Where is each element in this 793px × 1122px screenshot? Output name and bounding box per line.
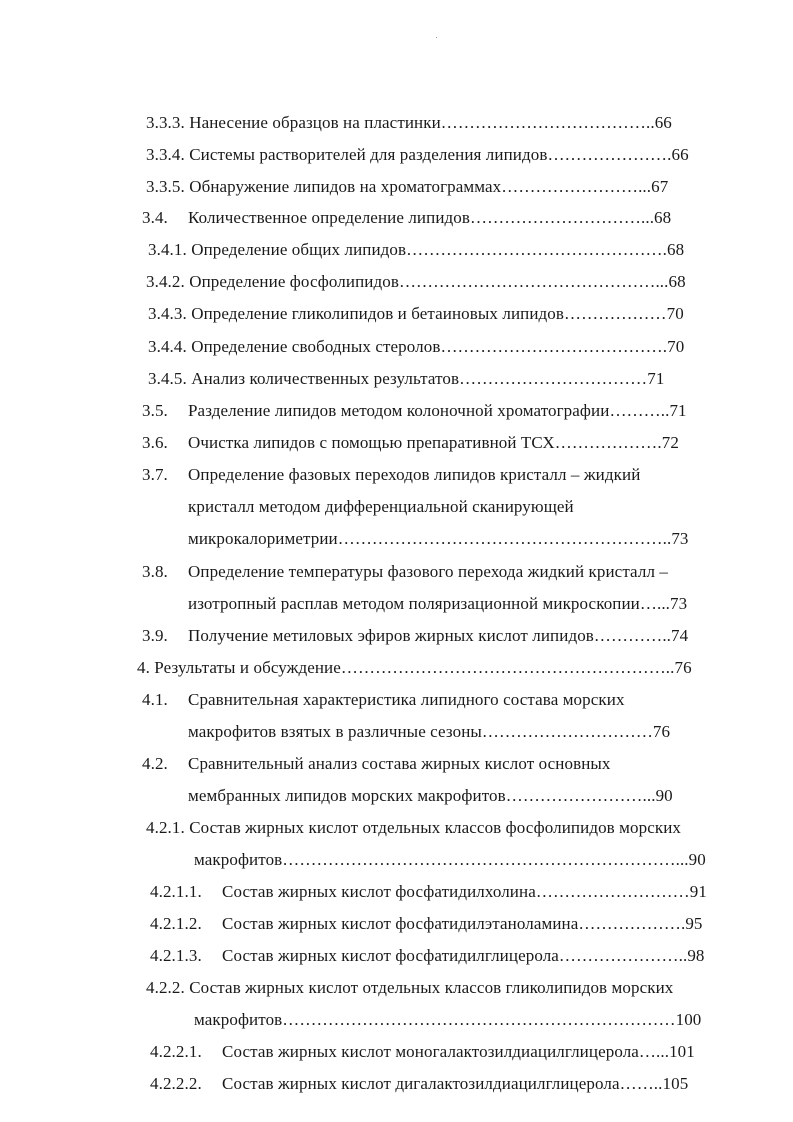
toc-entry-4-2-1: 4.2.1. Состав жирных кислот отдельных классов фосфолипидов морских <box>146 818 682 837</box>
toc-entry-3-7-cont2: микрокалориметрии…………………………………………………..73 <box>188 529 689 548</box>
toc-entry-4-1-cont: макрофитов взятых в различные сезоны…………………………76 <box>188 722 671 741</box>
toc-number-4-2-1-2: 4.2.1.2. <box>150 914 202 933</box>
toc-number-4-2-1-1: 4.2.1.1. <box>150 882 202 901</box>
toc-entry-3-4-1: 3.4.1. Определение общих липидов……………………………………….68 <box>148 240 685 259</box>
toc-entry-3-4-3: 3.4.3. Определение гликолипидов и бетаиновых липидов………………70 <box>148 304 684 323</box>
toc-entry-3-8: Определение температуры фазового перехода жидкий кристалл – <box>188 562 668 581</box>
toc-entry-4-2: Сравнительный анализ состава жирных кислот основных <box>188 754 611 773</box>
toc-number-4-2-2-2: 4.2.2.2. <box>150 1074 202 1093</box>
toc-number-3-4: 3.4. <box>142 208 168 227</box>
toc-number-3-5: 3.5. <box>142 401 168 420</box>
toc-entry-3-8-cont: изотропный расплав методом поляризационной микроскопии…...73 <box>188 594 688 613</box>
toc-number-3-9: 3.9. <box>142 626 168 645</box>
toc-entry-4-2-1-cont: макрофитов……………………………………………………………...90 <box>194 850 706 869</box>
toc-entry-3-4: Количественное определение липидов…………………………...68 <box>188 208 672 227</box>
toc-entry-4-2-cont: мембранных липидов морских макрофитов……………………...90 <box>188 786 673 805</box>
toc-entry-3-3-4: 3.3.4. Системы растворителей для разделения липидов………………….66 <box>146 145 689 164</box>
toc-entry-3-6: Очистка липидов с помощью препаративной ТСХ……………….72 <box>188 433 679 452</box>
scan-speck <box>436 37 437 38</box>
toc-entry-3-3-5: 3.3.5. Обнаружение липидов на хроматограммах……………………...67 <box>146 177 669 196</box>
toc-number-3-8: 3.8. <box>142 562 168 581</box>
toc-entry-4-2-1-1: Состав жирных кислот фосфатидилхолина………………………91 <box>222 882 707 901</box>
toc-entry-4-2-2: 4.2.2. Состав жирных кислот отдельных классов гликолипидов морских <box>146 978 674 997</box>
toc-number-4-1: 4.1. <box>142 690 168 709</box>
toc-entry-4-2-2-cont: макрофитов……………………………………………………………100 <box>194 1010 702 1029</box>
toc-entry-4-2-2-2: Состав жирных кислот дигалактозилдиацилглицерола……..105 <box>222 1074 689 1093</box>
toc-entry-3-4-5: 3.4.5. Анализ количественных результатов……………………………71 <box>148 369 665 388</box>
toc-number-4-2-1-3: 4.2.1.3. <box>150 946 202 965</box>
toc-number-4-2-2-1: 4.2.2.1. <box>150 1042 202 1061</box>
toc-entry-3-5: Разделение липидов методом колоночной хроматографии………..71 <box>188 401 687 420</box>
toc-entry-4-2-1-2: Состав жирных кислот фосфатидилэтаноламина……………….95 <box>222 914 703 933</box>
toc-entry-3-3-3: 3.3.3. Нанесение образцов на пластинки………………………………..66 <box>146 113 672 132</box>
toc-entry-4-2-2-1: Состав жирных кислот моногалактозилдиацилглицерола…...101 <box>222 1042 695 1061</box>
toc-number-3-7: 3.7. <box>142 465 168 484</box>
toc-entry-4: 4. Результаты и обсуждение…………………………………………………..76 <box>137 658 692 677</box>
toc-entry-3-7-cont1: кристалл методом дифференциальной сканирующей <box>188 497 574 516</box>
toc-entry-3-4-4: 3.4.4. Определение свободных стеролов………………………………….70 <box>148 337 685 356</box>
toc-entry-3-9: Получение метиловых эфиров жирных кислот липидов…………..74 <box>188 626 689 645</box>
toc-entry-4-1: Сравнительная характеристика липидного состава морских <box>188 690 625 709</box>
toc-entry-3-4-2: 3.4.2. Определение фосфолипидов………………………………………...68 <box>146 272 686 291</box>
toc-number-4-2: 4.2. <box>142 754 168 773</box>
toc-entry-3-7: Определение фазовых переходов липидов кристалл – жидкий <box>188 465 641 484</box>
toc-number-3-6: 3.6. <box>142 433 168 452</box>
toc-entry-4-2-1-3: Состав жирных кислот фосфатидилглицерола…………………..98 <box>222 946 705 965</box>
